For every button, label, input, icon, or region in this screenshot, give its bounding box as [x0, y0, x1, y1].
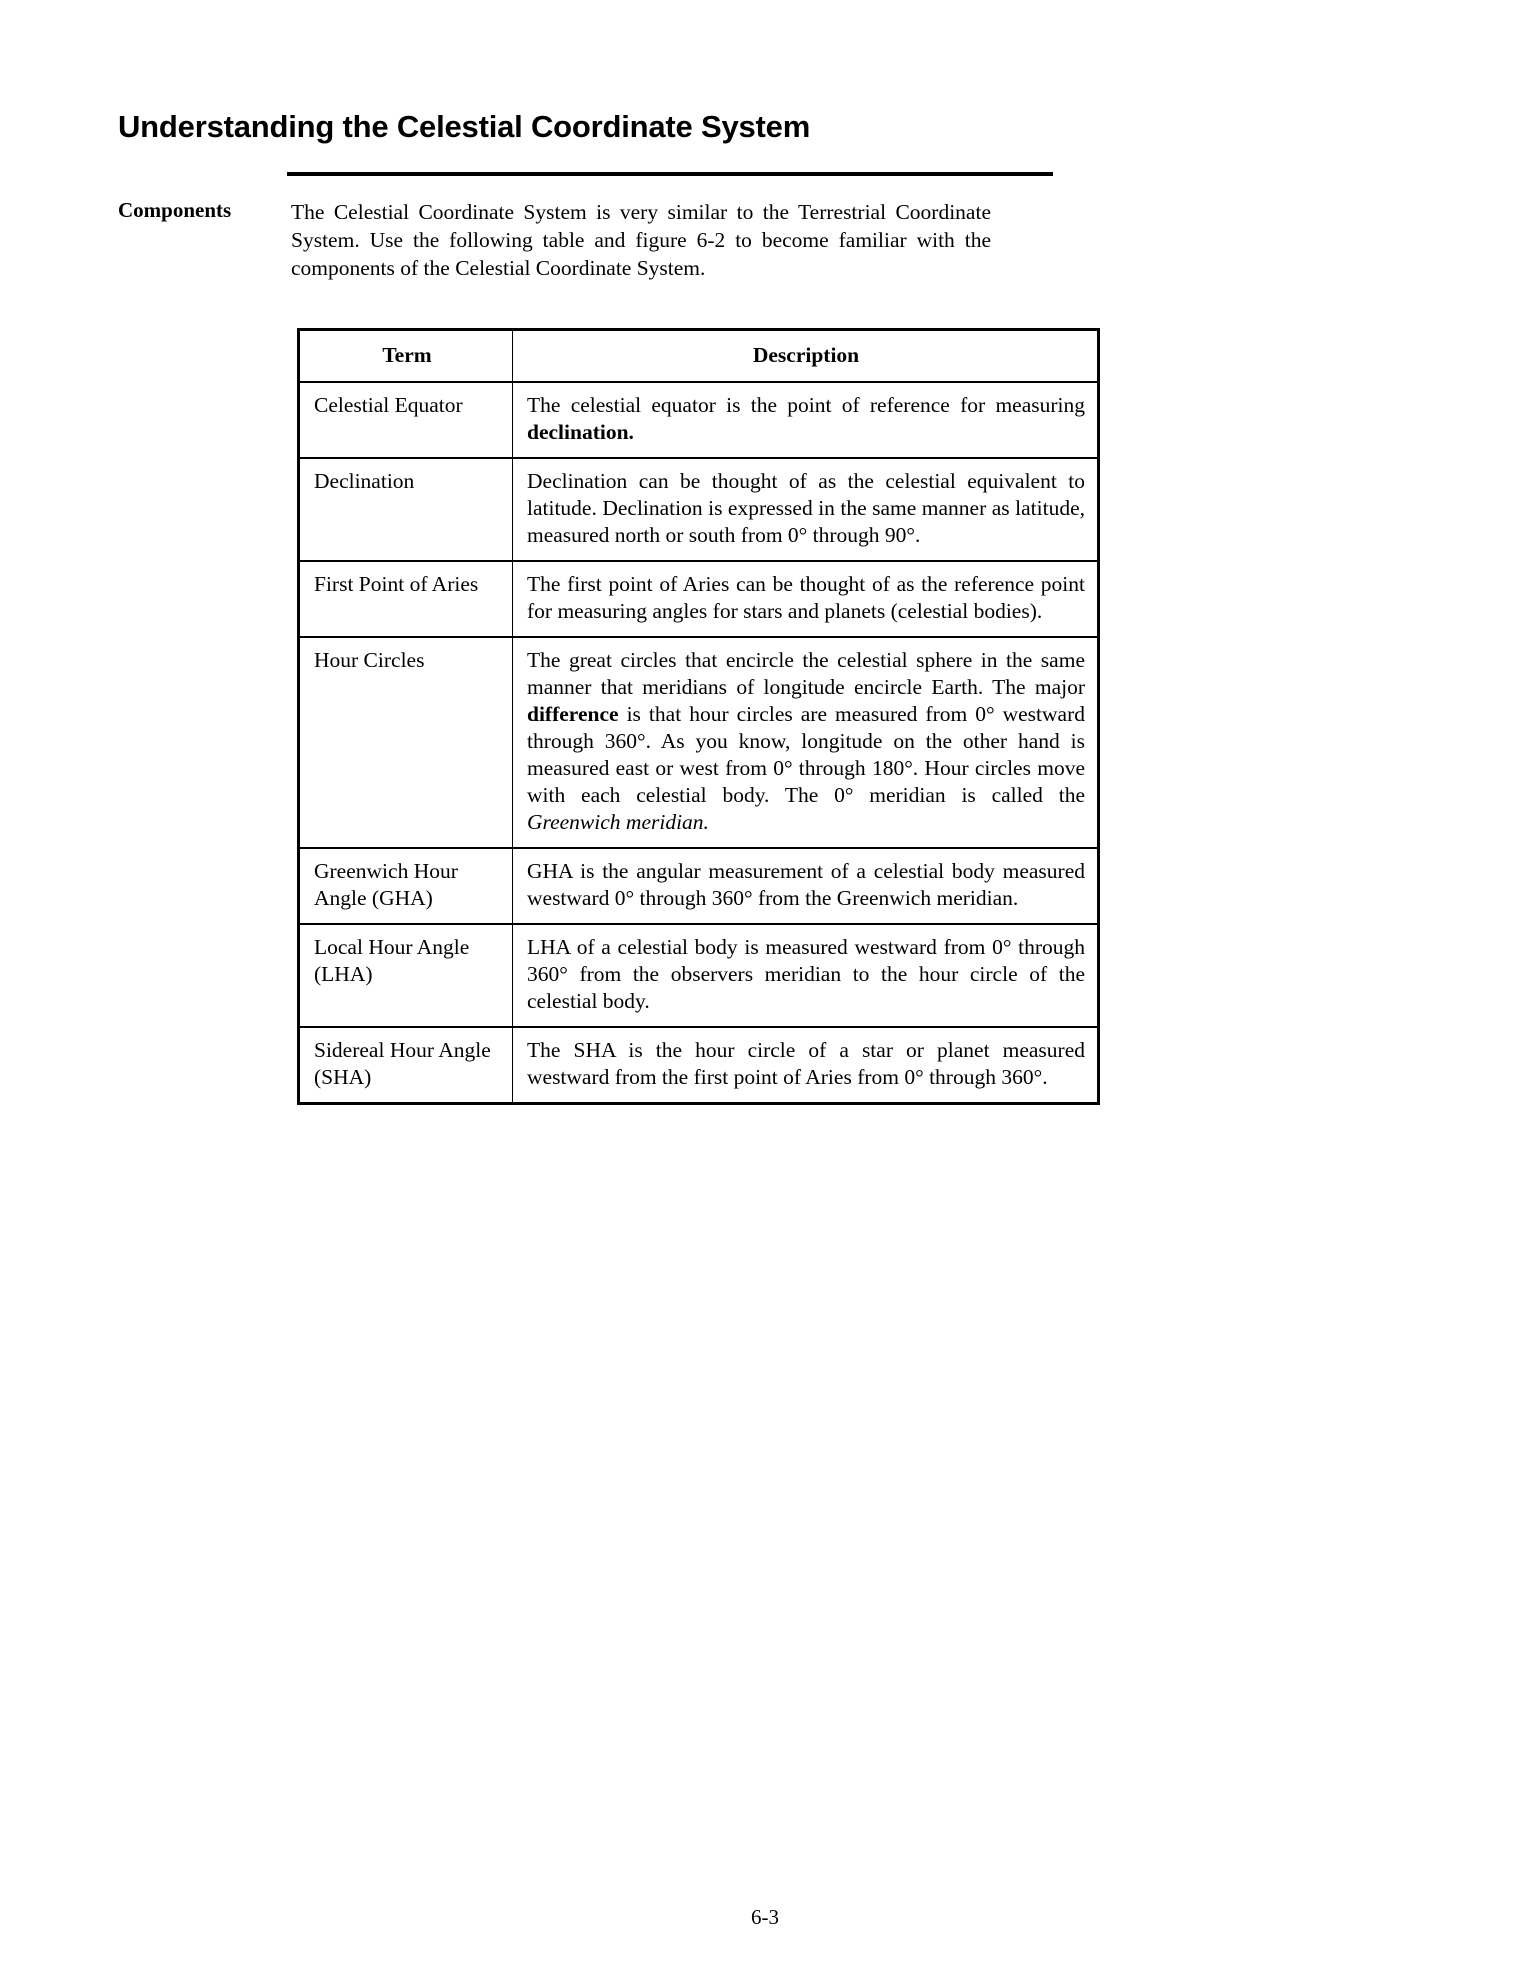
- cell-term: Greenwich Hour Angle (GHA): [299, 848, 513, 924]
- column-header-description: Description: [513, 330, 1099, 383]
- cell-description: The SHA is the hour circle of a star or planet measured westward from the first point of Aries from 0° through 360°.: [513, 1027, 1099, 1104]
- column-header-term: Term: [299, 330, 513, 383]
- cell-description: The first point of Aries can be thought of as the reference point for measuring angles for stars and planets (celestial bodies).: [513, 561, 1099, 637]
- intro-paragraph: The Celestial Coordinate System is very similar to the Terrestrial Coordinate System. Use the following table and figure 6-2 to become familiar with the components of the Celestial Coordinate System.: [291, 200, 991, 280]
- table-row: [299, 382, 1099, 458]
- cell-term: Sidereal Hour Angle (SHA): [299, 1027, 513, 1104]
- cell-term: Local Hour Angle (LHA): [299, 924, 513, 1027]
- table-row: [299, 924, 1099, 1027]
- table-row: [299, 637, 1099, 848]
- cell-description: LHA of a celestial body is measured westward from 0° through 360° from the observers meridian to the hour circle of the celestial body.: [513, 924, 1099, 1027]
- title-divider-rule: [287, 172, 1053, 176]
- table-row: [299, 848, 1099, 924]
- table-row: [299, 561, 1099, 637]
- section-label-components: Components: [118, 198, 232, 222]
- table-header: [299, 330, 1099, 383]
- cell-term: Hour Circles: [299, 637, 513, 848]
- cell-description: Declination can be thought of as the celestial equivalent to latitude. Declination is expressed in the same manner as latitude, measured north or south from 0° through 90°.: [513, 458, 1099, 561]
- cell-description: The great circles that encircle the celestial sphere in the same manner that meridians of longitude encircle Earth. The major difference is that hour circles are measured from 0° westward through 360°. As you know, longitude on the other hand is measured east or west from 0° through 180°. Hour circles move with each celestial body. The 0° meridian is called the Greenwich meridian.: [513, 637, 1099, 848]
- components-table: [297, 328, 1100, 1105]
- cell-description: GHA is the angular measurement of a celestial body measured westward 0° through 360° from the Greenwich meridian.: [513, 848, 1099, 924]
- cell-term: First Point of Aries: [299, 561, 513, 637]
- page-title: Understanding the Celestial Coordinate System: [118, 108, 811, 144]
- cell-term: Declination: [299, 458, 513, 561]
- footer-page-number: 6-3: [751, 1905, 779, 1929]
- cell-term: Celestial Equator: [299, 382, 513, 458]
- table-header-row: [299, 330, 1099, 383]
- table-body: [299, 382, 1099, 1104]
- table-row: [299, 1027, 1099, 1104]
- cell-description: The celestial equator is the point of reference for measuring declination.: [513, 382, 1099, 458]
- table-row: [299, 458, 1099, 561]
